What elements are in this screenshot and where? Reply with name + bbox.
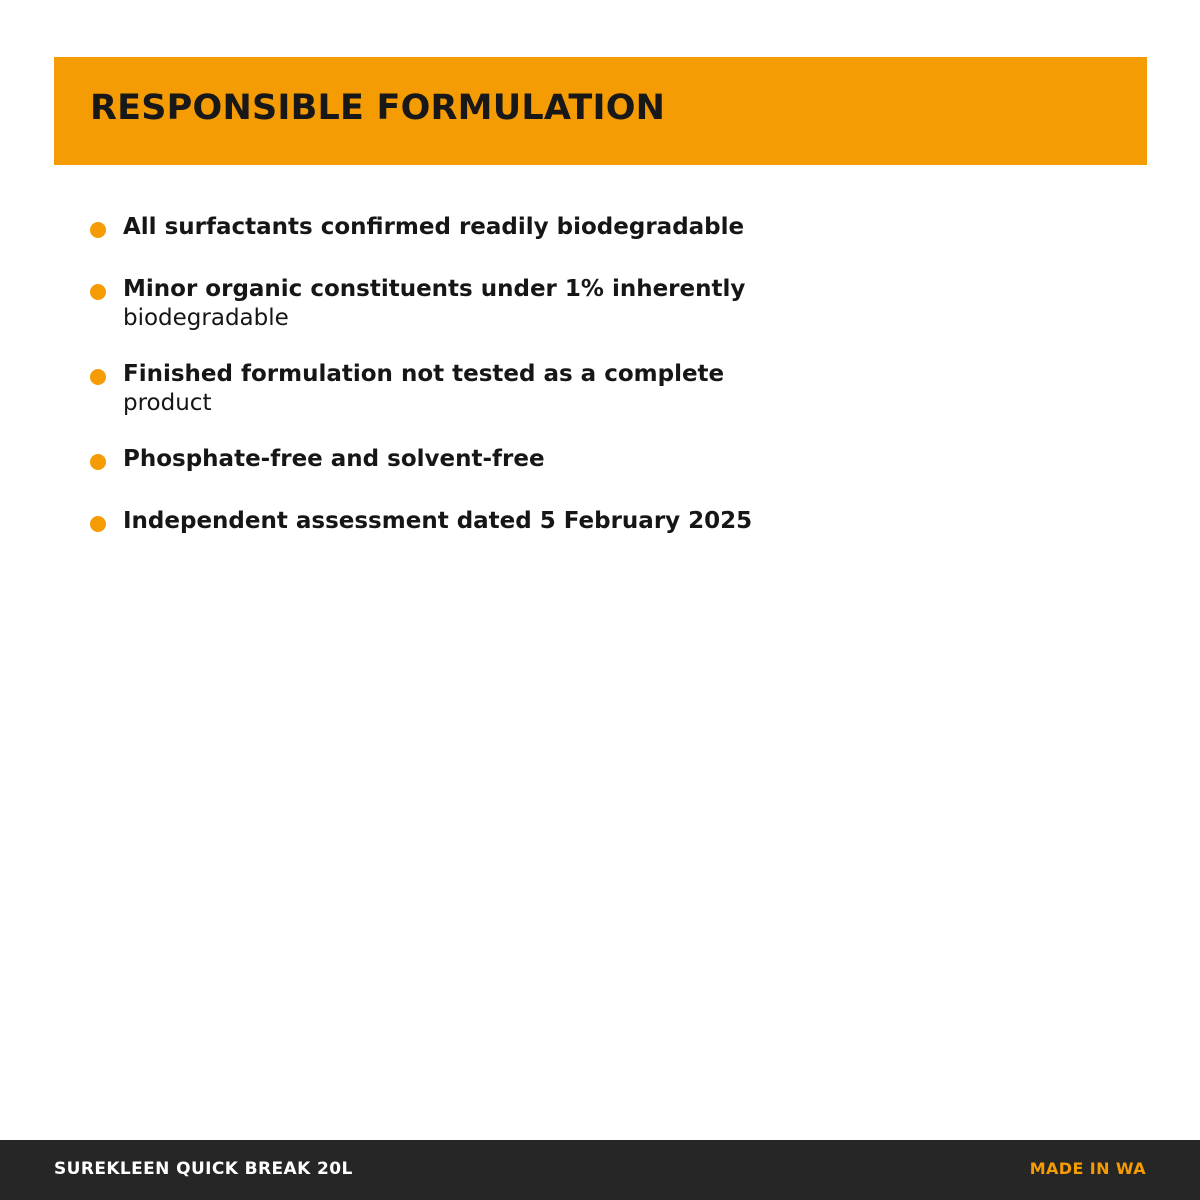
bullet-dot-icon xyxy=(90,516,106,532)
list-item-text xyxy=(123,360,813,418)
bullet-dot-icon xyxy=(90,454,106,470)
list-item-text xyxy=(123,507,813,536)
list-item-regular-text: product xyxy=(123,390,212,416)
bullet-dot-icon xyxy=(90,222,106,238)
list-item-bold-text: Phosphate-free and solvent-free xyxy=(123,446,545,472)
list-item-bold-text: Minor organic constituents under 1% inherently xyxy=(123,276,746,302)
header-band xyxy=(54,57,1147,165)
bullet-dot-icon xyxy=(90,369,106,385)
list-item-bold-text: All surfactants confirmed readily biodegradable xyxy=(123,214,745,240)
list-item-text xyxy=(123,275,813,333)
list-item-bold-text: Finished formulation not tested as a complete xyxy=(123,361,725,387)
bullet-dot-icon xyxy=(90,284,106,300)
page-title: RESPONSIBLE FORMULATION xyxy=(90,88,666,128)
list-item-regular-text: biodegradable xyxy=(123,305,289,331)
origin-label: MADE IN WA xyxy=(1029,1159,1146,1178)
list-item-text xyxy=(123,213,813,242)
list-item-bold-text: Independent assessment dated 5 February 2025 xyxy=(123,508,753,534)
footer-bar xyxy=(0,1140,1200,1200)
product-name: SUREKLEEN QUICK BREAK 20L xyxy=(54,1159,353,1179)
list-item-text xyxy=(123,445,813,474)
